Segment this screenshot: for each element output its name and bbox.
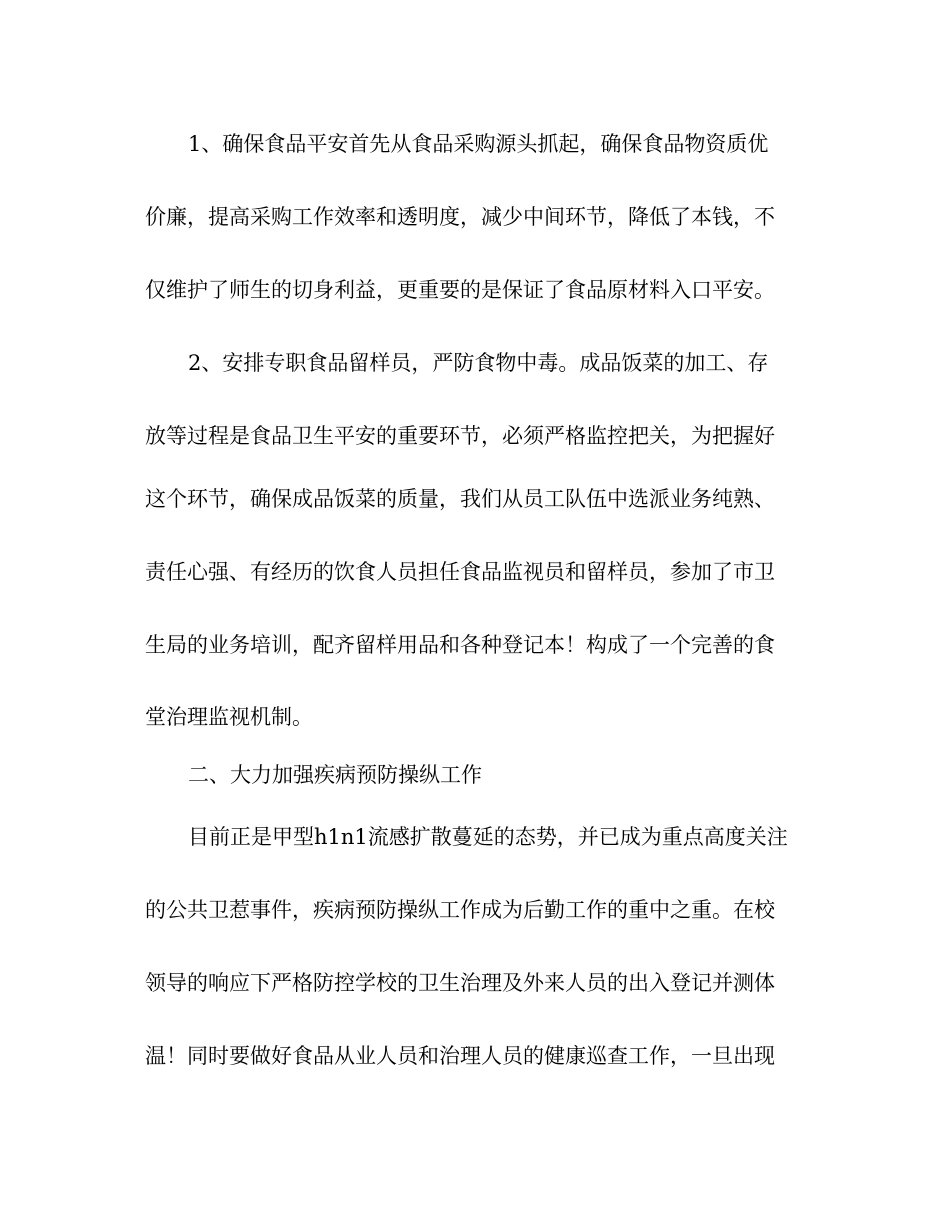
paragraph-1-line-1: 1、确保食品平安首先从食品采购源头抓起，确保食品物资质优 <box>188 132 769 156</box>
paragraph-3-line-3: 领导的响应下严格防控学校的卫生治理及外来人员的出入登记并测体 <box>145 971 775 995</box>
paragraph-2-line-5: 生局的业务培训，配齐留样用品和各种登记本！构成了一个完善的食 <box>145 633 775 657</box>
paragraph-3-line-2: 的公共卫惹事件，疾病预防操纵工作成为后勤工作的重中之重。在校 <box>145 898 775 922</box>
section-heading: 二、大力加强疾病预防操纵工作 <box>188 763 482 787</box>
paragraph-2-line-6: 堂治理监视机制。 <box>145 705 313 729</box>
paragraph-2-line-4: 责任心强、有经历的饮食人员担任食品监视员和留样员，参加了市卫 <box>145 560 775 584</box>
paragraph-1-line-3: 仅维护了师生的切身利益，更重要的是保证了食品原材料入口平安。 <box>145 278 775 302</box>
paragraph-3-line-1: 目前正是甲型h1n1流感扩散蔓延的态势，并已成为重点高度关注 <box>188 825 788 849</box>
paragraph-2-line-1: 2、安排专职食品留样员，严防食物中毒。成品饭菜的加工、存 <box>188 351 769 375</box>
paragraph-2-line-3: 这个环节，确保成品饭菜的质量，我们从员工队伍中选派业务纯熟、 <box>145 487 775 511</box>
paragraph-1-line-2: 价廉，提高采购工作效率和透明度，减少中间环节，降低了本钱，不 <box>145 205 775 229</box>
paragraph-2-line-2: 放等过程是食品卫生平安的重要环节，必须严格监控把关，为把握好 <box>145 424 775 448</box>
paragraph-3-line-4: 温！同时要做好食品从业人员和治理人员的健康巡查工作，一旦出现 <box>145 1044 775 1068</box>
